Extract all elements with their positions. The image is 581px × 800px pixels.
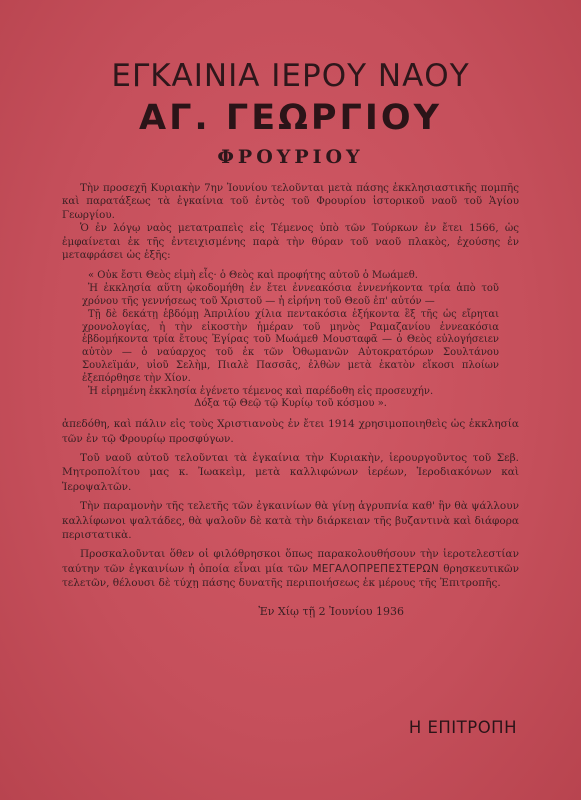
date-line: Ἐν Χίῳ τῇ 2 Ἰουνίου 1936 [258,604,404,618]
quote-paragraph: Τῇ δὲ δεκάτῃ ἑβδόμῃ Ἀπριλίου χίλια πεντακόσια ἑξήκοντα ἓξ τῆς ὡς εἴρηται χρονολογίας, ἡ τὴν εἰκοστὴν ἡμέραν τοῦ μηνὸς Ραμαζανίου ἐννεακόσια ἑβδομήκοντα τρία ἔτους Ἐγίρας τοῦ Μωάμεθ Μουσταφᾶ — ὁ Θεὸς εὐλογήσειεν αὐτὸν — ὁ ναύαρχος τοῦ ἐκ τῶν Ὀθωμανῶν Αὐτοκρατόρων Σουλτάνου Σουλεϊμάν, υἱοῦ Σελὴμ, Πιαλὲ Πασσᾶς, ἐλθὼν μετὰ ἑκατὸν εἴκοσι πλοίων ἐξεπόρθησε τὴν Χίον. [82,308,499,384]
intro-paragraph: Τὴν προσεχῆ Κυριακὴν 7ην Ἰουνίου τελοῦνται μετὰ πάσης ἐκκλησιαστικῆς πομπῆς καὶ παρατάξεως τὰ ἐγκαίνια τοῦ ἐντὸς τοῦ Φρουρίου ἱστορικοῦ ναοῦ τοῦ Ἁγίου Γεωργίου. [62,182,519,221]
body-paragraph: ἀπεδόθη, καὶ πάλιν εἰς τοὺς Χριστιανοὺς ἐν ἔτει 1914 χρησιμοποιηθεὶς ὡς ἐκκλησία τῶν ἐν τῷ Φρουρίῳ προσφύγων. [62,418,519,445]
heading-saint-george: ΑΓ. ΓΕΩΡΓΙΟΥ [139,98,442,138]
inscription-quote [82,270,499,411]
invitation-emphasis: ΜΕΓΑΛΟΠΡΕΠΕΣΤΕΡΩΝ [312,562,439,575]
body-paragraph: Τὴν παραμονὴν τῆς τελετῆς τῶν ἐγκαινίων θὰ γίνῃ ἀγρυπνία καθ' ἣν θὰ ψάλλουν καλλίφωνοι ψαλτάδες, θὰ ψαλοῦν δὲ κατὰ τὴν διάρκειαν τῆς βυζαντινὰ καὶ διάφορα περιστατικὰ. [62,500,519,542]
body-section [62,417,519,590]
intro-paragraph: Ὁ ἐν λόγῳ ναὸς μετατραπεὶς εἰς Τέμενος ὑπὸ τῶν Τούρκων ἐν ἔτει 1566, ὡς ἐμφαίνεται ἐκ τῆς ἐντειχισμένης παρὰ τὴν θύραν τοῦ ναοῦ πλακὸς, ἐχούσης ἐν μεταφράσει ὡς ἑξῆς: [62,222,519,262]
body-paragraph: Τοῦ ναοῦ αὐτοῦ τελοῦνται τὰ ἐγκαίνια τὴν Κυριακὴν, ἱερουργοῦντος τοῦ Σεβ. Μητροπολίτου μας κ. Ἰωακεὶμ, μετὰ καλλιφώνων ἱερέων, Ἱεροδιακόνων καὶ Ἱεροψαλτῶν. [62,452,519,493]
heading-inauguration: ΕΓΚΑΙΝΙΑ ΙΕΡΟΥ ΝΑΟΥ [111,58,470,94]
intro-section [62,182,519,262]
quote-paragraph: « Οὐκ ἔστι Θεὸς εἰμὴ εἷς· ὁ Θεὸς καὶ προφήτης αὐτοῦ ὁ Μωάμεθ. [88,270,418,282]
invitation-text: θρησκευτικῶν τελετῶν, θέλουσι δὲ τύχῃ πάσης δυνατῆς περιποιήσεως ἐκ μέρους τῆς Ἐπιτροπῆς. [62,562,520,590]
quote-paragraph: Ἡ εἰρημένη ἐκκλησία ἐγένετο τέμενος καὶ παρέδοθη εἰς προσευχήν. [88,385,434,397]
committee-signature: Η ΕΠΙΤΡΟΠΗ [408,718,517,737]
quote-paragraph: Ἡ ἐκκλησία αὕτη ᾠκοδομήθη ἐν ἔτει ἐννεακόσια ἐννενήκοντα τρία ἀπὸ τοῦ χρόνου τῆς γεννήσεως τοῦ Χριστοῦ — ἡ εἰρήνη τοῦ Θεοῦ ἐπ' αὐτόν — [82,283,499,308]
invitation-paragraph [62,547,519,590]
invitation-text: Προσκαλοῦνται ὅθεν οἱ φιλόθρησκοι ὅπως παρακολουθήσουν τὴν ἱεροτελεστίαν ταύτην τῶν ἐγκαινίων ἡ ὁποία εἶναι μία τῶν [62,548,519,575]
heading-fortress: ΦΡΟΥΡΙΟΥ [217,146,364,168]
quote-closing: Δόξα τῷ Θεῷ τῷ Κυρίῳ τοῦ κόσμου ». [194,398,387,410]
